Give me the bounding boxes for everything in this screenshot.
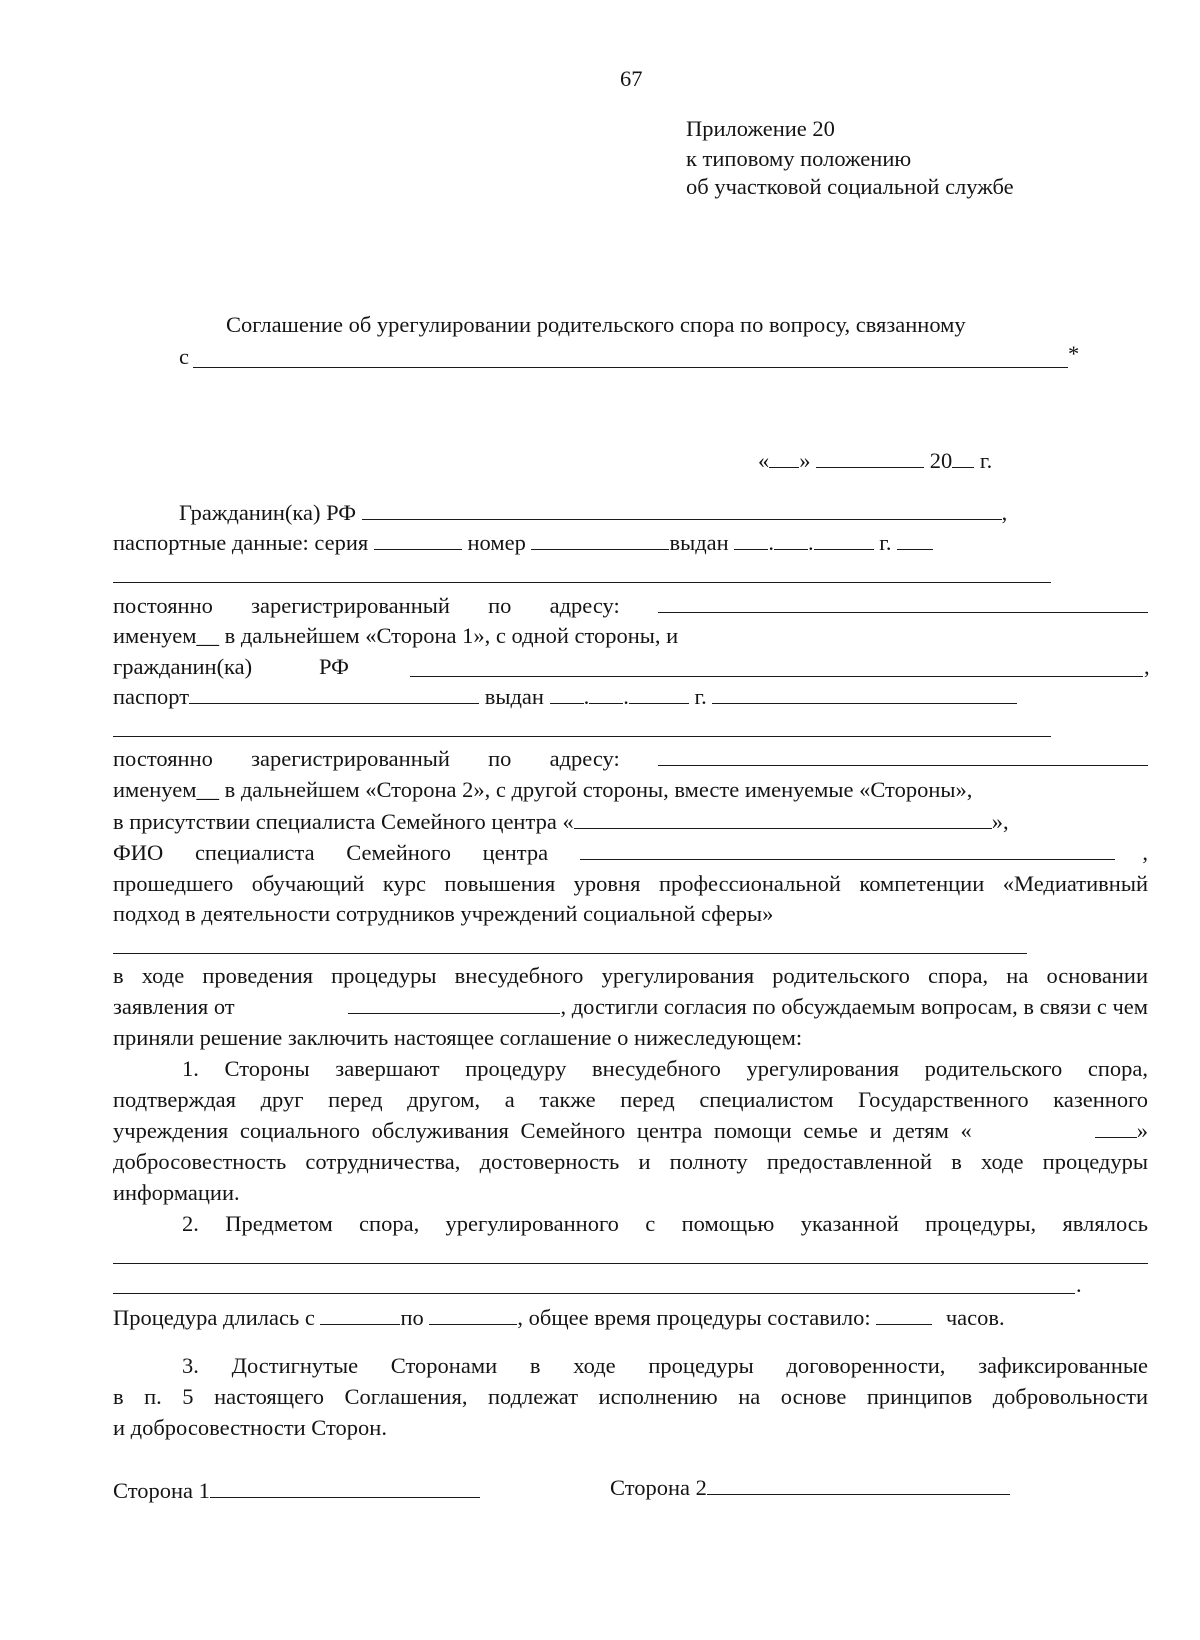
- party2-issue-day-blank[interactable]: [550, 702, 584, 704]
- title-subject-blank[interactable]: [193, 367, 1068, 368]
- appendix-line-2: к типовому положению: [686, 146, 912, 171]
- date-year-suffix: г.: [979, 448, 993, 473]
- item2-line-1: 2. Предметом спора, урегулированного с помощью указанной процедуры, являлось: [182, 1211, 1148, 1236]
- specialist-presence-row: [113, 811, 1009, 834]
- item2-period: .: [1076, 1272, 1082, 1297]
- party2-address-word: постоянно: [113, 746, 213, 771]
- body-p1-line-2: [113, 996, 1148, 1019]
- date-year-blank[interactable]: [952, 466, 974, 468]
- party1-citizen-row: [179, 502, 1007, 525]
- item1-line-4: добросовестность сотрудничества, достоверность и полноту предоставленной в ходе процедуры: [113, 1149, 1148, 1174]
- specialist-fio-word: специалиста: [194, 840, 315, 865]
- center-number-group: [1095, 1120, 1148, 1143]
- party1-number-label: номер: [467, 530, 526, 555]
- party1-date-dot-1: .: [768, 530, 774, 555]
- party2-issued-by-continuation[interactable]: [113, 736, 1051, 737]
- party2-address-blank[interactable]: [658, 764, 1148, 766]
- party1-address-word: по: [488, 593, 512, 618]
- party1-issued-by-blank[interactable]: [897, 548, 933, 550]
- date-line: [758, 450, 992, 473]
- party1-name-blank[interactable]: [362, 518, 1002, 520]
- party2-issued-label: выдан: [484, 684, 544, 709]
- party2-issue-month-blank[interactable]: [589, 702, 623, 704]
- item1-line-2: подтверждая друг перед другом, а также перед специалистом Государственного казенного: [113, 1087, 1148, 1112]
- party1-address-word: постоянно: [113, 593, 213, 618]
- party2-comma: ,: [1144, 654, 1150, 679]
- specialist-fio-row: [113, 842, 1148, 865]
- party1-address-row: [113, 595, 1148, 618]
- party1-number-blank[interactable]: [531, 548, 669, 550]
- duration-hours-blank[interactable]: [876, 1323, 932, 1325]
- signature-side1-blank[interactable]: [210, 1496, 480, 1498]
- party1-passport-label: паспортные данные: серия: [113, 530, 369, 555]
- date-open-quote: «: [758, 448, 770, 473]
- item1-line-5: информации.: [113, 1180, 240, 1205]
- specialist-course-line-2: подход в деятельности сотрудников учреждений социальной сферы»: [113, 901, 774, 926]
- signature-side2-label: Сторона 2: [610, 1475, 707, 1500]
- duration-from-blank[interactable]: [320, 1323, 400, 1325]
- application-date-label: заявления от: [113, 994, 235, 1019]
- specialist-fio-word: центра: [482, 840, 549, 865]
- item1-line-3: [113, 1120, 1148, 1143]
- appendix-line-1: Приложение 20: [686, 116, 835, 141]
- duration-to-blank[interactable]: [429, 1323, 517, 1325]
- party2-name-blank[interactable]: [410, 676, 1143, 677]
- party1-issue-day-blank[interactable]: [734, 548, 768, 550]
- center-number-blank[interactable]: [1095, 1136, 1137, 1138]
- party1-issue-month-blank[interactable]: [774, 548, 808, 550]
- party1-series-blank[interactable]: [374, 548, 462, 550]
- family-center-name-blank[interactable]: [574, 827, 992, 829]
- specialist-comma: ,: [1142, 840, 1148, 865]
- date-year-prefix: 20: [929, 448, 953, 473]
- specialist-fio-blank[interactable]: [580, 858, 1115, 860]
- date-close-quote: »: [799, 448, 811, 473]
- party1-issued-label: выдан: [669, 530, 729, 555]
- party2-year-label: г.: [694, 684, 707, 709]
- item3-line-3: и добросовестности Сторон.: [113, 1415, 387, 1440]
- date-month-blank[interactable]: [816, 466, 924, 468]
- signature-side1: [113, 1480, 480, 1503]
- specialist-fio-word: ФИО: [113, 840, 164, 865]
- party1-date-dot-2: .: [807, 530, 814, 555]
- body-p1-line-2-rest: , достигли согласия по обсуждаемым вопросам, в связи с чем: [560, 994, 1148, 1019]
- application-date-blank[interactable]: [348, 1012, 560, 1014]
- body-p1-line-3: приняли решение заключить настоящее соглашение о нижеследующем:: [113, 1025, 803, 1050]
- party1-named: именуем__ в дальнейшем «Сторона 1», с одной стороны, и: [113, 623, 679, 648]
- party2-rf-label: РФ: [319, 654, 349, 679]
- duration-row: [113, 1307, 1005, 1330]
- document-title: Соглашение об урегулировании родительского спора по вопросу, связанному: [226, 312, 966, 337]
- party2-address-word: зарегистрированный: [251, 746, 450, 771]
- party1-address-blank[interactable]: [658, 611, 1148, 613]
- party1-address-word: зарегистрированный: [251, 593, 450, 618]
- party1-issued-by-continuation[interactable]: [113, 582, 1051, 583]
- party2-citizen-label: гражданин(ка): [113, 654, 253, 679]
- party2-issue-year-blank[interactable]: [629, 702, 689, 704]
- item3-line-1: 3. Достигнутые Сторонами в ходе процедуры договоренности, зафиксированные: [182, 1353, 1148, 1378]
- specialist-presence-label: в присутствии специалиста Семейного центра «: [113, 809, 574, 834]
- party1-citizen-label: Гражданин(ка) РФ: [179, 500, 357, 525]
- party2-issued-by-blank[interactable]: [712, 702, 1017, 704]
- party2-date-dot-1: .: [583, 684, 590, 709]
- party1-comma: ,: [1001, 500, 1008, 525]
- specialist-presence-end: »,: [991, 809, 1009, 834]
- specialist-fio-word: Семейного: [346, 840, 451, 865]
- duration-hours-label: часов.: [945, 1305, 1005, 1330]
- specialist-course-line-1: прошедшего обучающий курс повышения уровня профессиональной компетенции «Медиативный: [113, 871, 1148, 896]
- party2-passport-blank[interactable]: [189, 702, 479, 704]
- title-prefix: с: [179, 344, 189, 369]
- dispute-subject-blank-1[interactable]: [113, 1263, 1148, 1264]
- application-date-group: [348, 996, 1148, 1019]
- party2-address-word: по: [488, 746, 512, 771]
- party2-address-row: [113, 748, 1148, 771]
- signature-side2: [610, 1477, 1010, 1500]
- page-number: 67: [620, 66, 643, 91]
- signature-side2-blank[interactable]: [707, 1493, 1010, 1495]
- signature-side1-label: Сторона 1: [113, 1478, 210, 1503]
- duration-from-label: Процедура длилась с: [113, 1305, 315, 1330]
- dispute-subject-blank-2[interactable]: [113, 1293, 1075, 1294]
- party1-year-label: г.: [879, 530, 892, 555]
- party2-passport-row: [113, 686, 1017, 709]
- duration-total-label: , общее время процедуры составило:: [517, 1305, 871, 1330]
- item1-line-3-text: учреждения социального обслуживания Семейного центра помощи семье и детям «: [113, 1118, 972, 1143]
- item1-line-1: 1. Стороны завершают процедуру внесудебного урегулирования родительского спора,: [182, 1056, 1148, 1081]
- duration-to-label: по: [400, 1305, 424, 1330]
- date-day-blank[interactable]: [769, 466, 799, 468]
- specialist-extra-blank[interactable]: [113, 953, 1027, 954]
- party2-date-dot-2: .: [623, 684, 629, 709]
- item1-close-quote: »: [1136, 1118, 1148, 1143]
- party2-address-word: адресу:: [549, 746, 620, 771]
- party2-named: именуем__ в дальнейшем «Сторона 2», с другой стороны, вместе именуемые «Стороны»,: [113, 777, 973, 802]
- party1-issue-year-blank[interactable]: [814, 548, 874, 550]
- body-p1-line-1: в ходе проведения процедуры внесудебного урегулирования родительского спора, на основании: [113, 963, 1148, 988]
- title-asterisk: *: [1068, 341, 1080, 366]
- party2-passport-label: паспорт: [113, 684, 190, 709]
- party1-passport-row: [113, 532, 933, 555]
- appendix-line-3: об участковой социальной службе: [686, 174, 1014, 199]
- item3-line-2: в п. 5 настоящего Соглашения, подлежат исполнению на основе принципов добровольности: [113, 1384, 1148, 1409]
- party1-address-word: адресу:: [549, 593, 620, 618]
